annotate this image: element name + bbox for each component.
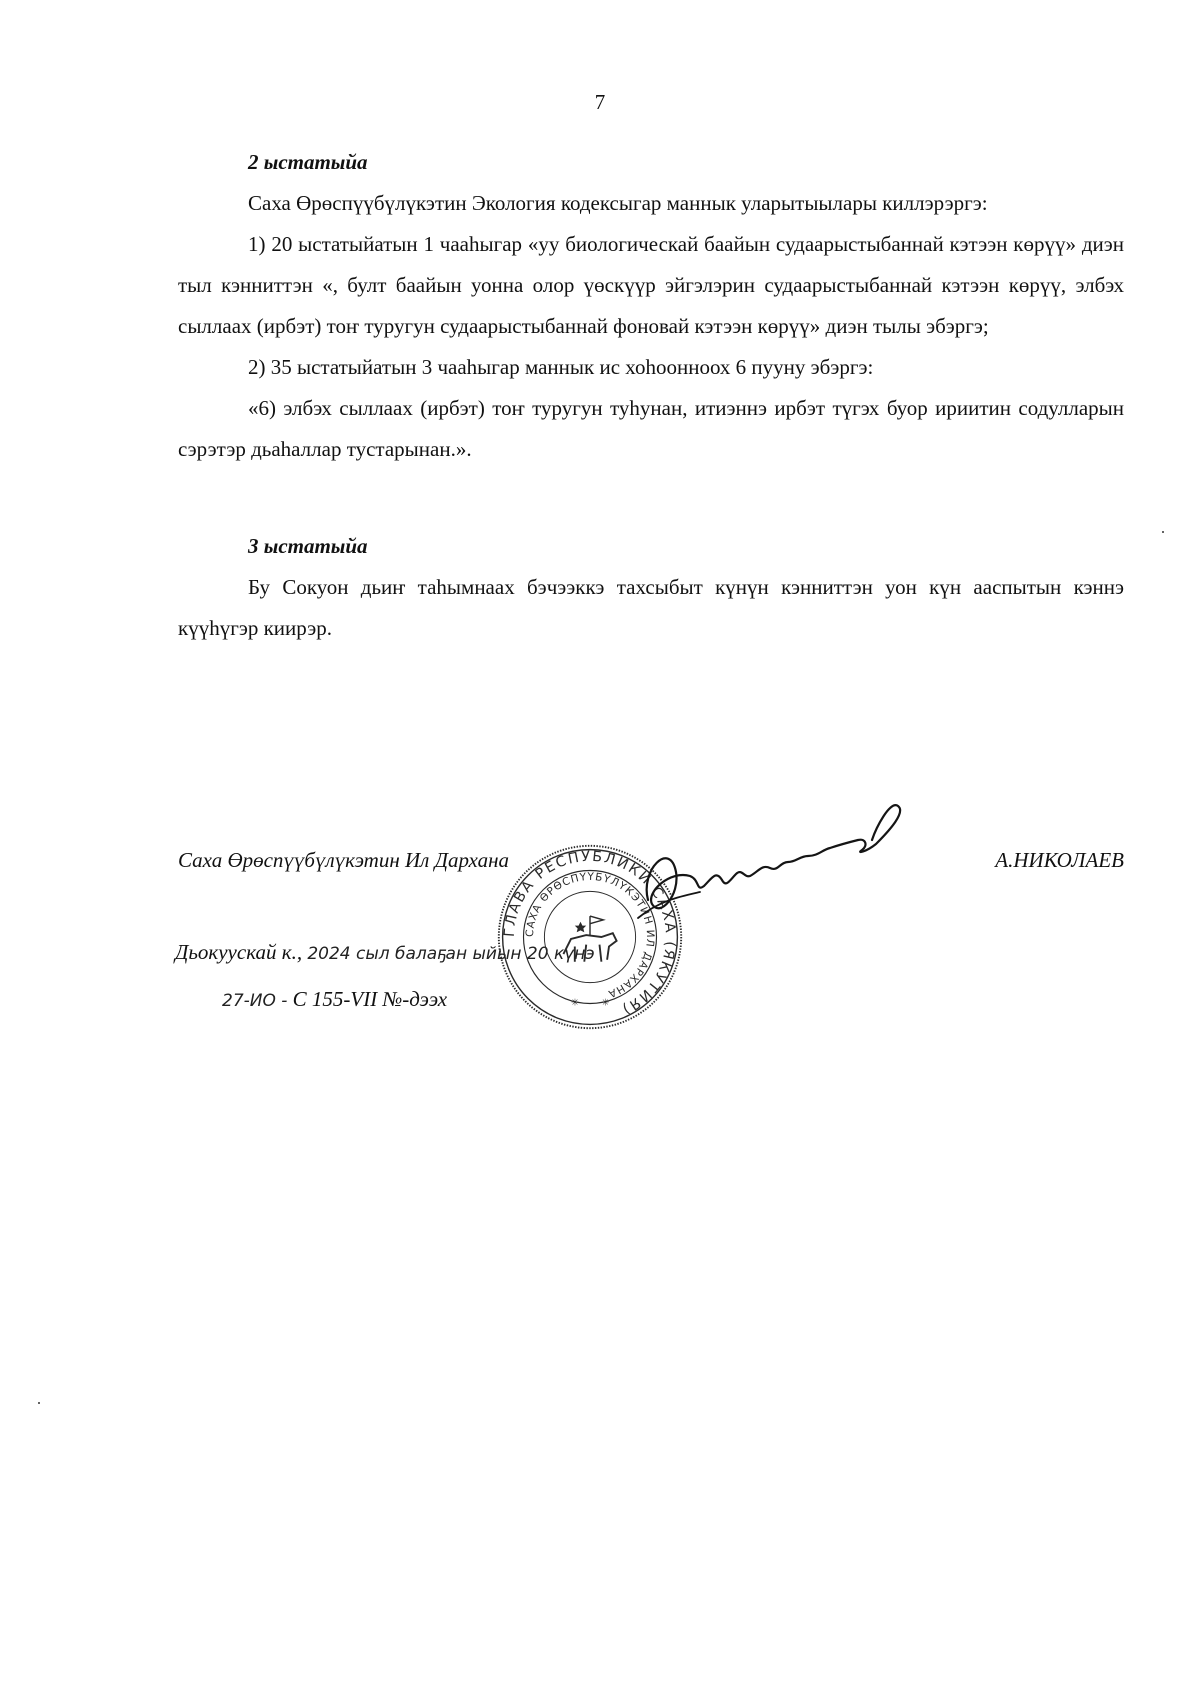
document-body	[178, 142, 1124, 649]
svg-text:✳: ✳	[601, 998, 610, 1009]
page-number: 7	[594, 90, 606, 114]
article-2-item-2: 2) 35 ыстатыйатын 3 чааһыгар маннык ис хоһоонноох 6 пууну эбэргэ:	[248, 355, 874, 379]
article-3-heading: 3 ыстатыйа	[248, 534, 368, 558]
svg-text:ГЛАВА РЕСПУБЛИКИ САХА (ЯКУТИЯ): ГЛАВА РЕСПУБЛИКИ САХА (ЯКУТИЯ)	[501, 848, 679, 1018]
signer-name: А.НИКОЛАЕВ	[995, 848, 1124, 872]
handwritten-date: 2024 сыл балаҕан ыйын 20 күнэ	[307, 944, 595, 964]
article-3-text: Бу Сокуон дьиҥ таһымнаах бэчээккэ тахсыбыт күнүн кэнниттэн уон күн ааспытын кэннэ күүһүгэр киирэр.	[178, 575, 1124, 640]
document-number: С 155-VII №-дээх	[292, 987, 448, 1011]
document-number-line	[222, 987, 447, 1012]
article-2-item-2-quote: «6) элбэх сыллаах (ирбэт) тоҥ туругун туһунан, итиэннэ ирбэт түгэх буор ириитин содулларын сэрэтэр дьаһаллар тустарынан.».	[178, 396, 1124, 461]
scan-speck	[1162, 531, 1164, 533]
article-2-item-1: 1) 20 ыстатыйатын 1 чааһыгар «уу биологическай баайын судаарыстыбаннай кэтээн көрүү» диэн тыл кэнниттэн «, булт баайын уонна олор үөскүүр эйгэлэрин судаарыстыбаннай кэтээн көрүү, элбэх сыллаах (ирбэт) тоҥ туругун судаарыстыбаннай фоновай кэтээн көрүү» диэн тылы эбэргэ;	[178, 232, 1124, 338]
article-2-heading: 2 ыстатыйа	[248, 150, 368, 174]
scan-speck	[38, 1402, 40, 1404]
article-2-intro: Саха Өрөспүүбүлүкэтин Экология кодексыгар маннык уларытыылары киллэрэргэ:	[248, 191, 988, 215]
svg-text:✳: ✳	[571, 998, 579, 1009]
position-title: Саха Өрөспүүбүлүкэтин Ил Дархана	[178, 848, 509, 872]
svg-text:САХА ӨРӨСПҮҮБҮЛҮКЭТИН ИЛ ДАРХА: САХА ӨРӨСПҮҮБҮЛҮКЭТИН ИЛ ДАРХАНА	[523, 870, 657, 1000]
place-prefix: Дьокуускай к.,	[175, 940, 303, 964]
handwritten-number: 27-ИО -	[222, 991, 288, 1011]
handwritten-signature	[630, 800, 970, 940]
